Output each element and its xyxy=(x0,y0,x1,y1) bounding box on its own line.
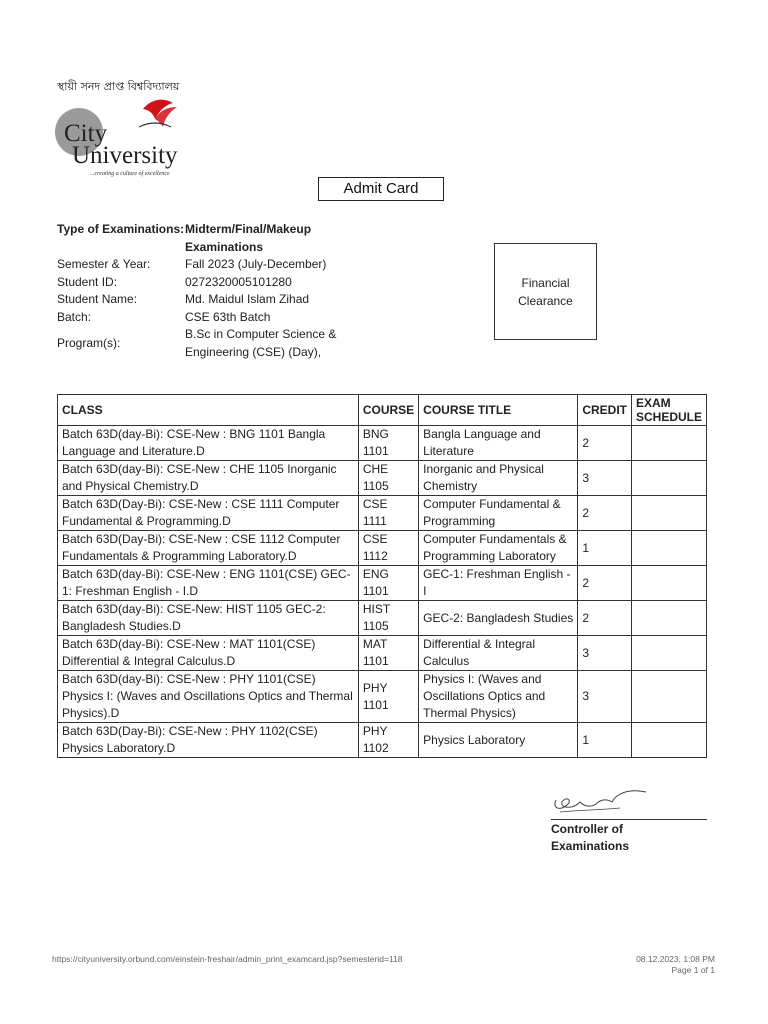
table-row xyxy=(58,531,707,566)
table-row xyxy=(58,636,707,671)
cell-class: Batch 63D(day-Bi): CSE-New : BNG 1101 Bangla Language and Literature.D xyxy=(58,426,359,461)
table-row xyxy=(58,566,707,601)
cell-credit: 1 xyxy=(578,531,632,566)
info-row-student-id xyxy=(57,274,355,292)
info-label: Semester & Year: xyxy=(57,257,151,271)
cell-class: Batch 63D(day-Bi): CSE-New : PHY 1101(CSE) Physics I: (Waves and Oscillations Optics and Thermal Physics).D xyxy=(58,671,359,723)
cell-course: PHY 1101 xyxy=(358,671,418,723)
info-value: Fall 2023 (July-December) xyxy=(185,257,327,271)
cell-exam-schedule xyxy=(632,461,707,496)
header-course: COURSE xyxy=(358,395,418,426)
cell-class: Batch 63D(day-Bi): CSE-New : CHE 1105 Inorganic and Physical Chemistry.D xyxy=(58,461,359,496)
footer-page-number: Page 1 of 1 xyxy=(671,965,715,975)
info-label: Batch: xyxy=(57,309,92,324)
footer-datetime: 08.12.2023, 1:08 PM xyxy=(636,954,715,964)
header-exam-schedule: EXAM SCHEDULE xyxy=(632,395,707,426)
info-value: B.Sc in Computer Science & Engineering (CSE) (Day), xyxy=(185,327,337,359)
cell-exam-schedule xyxy=(632,601,707,636)
info-row-exam-type xyxy=(57,221,355,256)
logo-word-university: University xyxy=(72,142,178,169)
cell-course: CHE 1105 xyxy=(358,461,418,496)
footer-url: https://cityuniversity.orbund.com/einstein-freshair/admin_print_examcard.jsp?semesterid=118 xyxy=(52,954,403,964)
cell-exam-schedule xyxy=(632,531,707,566)
cell-course-title: Differential & Integral Calculus xyxy=(419,636,578,671)
cell-course-title: Bangla Language and Literature xyxy=(419,426,578,461)
cell-class: Batch 63D(Day-Bi): CSE-New : PHY 1102(CSE) Physics Laboratory.D xyxy=(58,723,359,758)
student-info xyxy=(57,221,355,361)
cell-credit: 3 xyxy=(578,636,632,671)
signature-line xyxy=(551,819,707,820)
cell-exam-schedule xyxy=(632,496,707,531)
cell-exam-schedule xyxy=(632,426,707,461)
info-value: Midterm/Final/Makeup Examinations xyxy=(185,222,312,254)
controller-of-examinations-label: Controller of Examinations xyxy=(551,822,630,853)
cell-course-title: Inorganic and Physical Chemistry xyxy=(419,461,578,496)
cell-course-title: Physics I: (Waves and Oscillations Optics and Thermal Physics) xyxy=(419,671,578,723)
cell-class: Batch 63D(day-Bi): CSE-New: HIST 1105 GEC-2: Bangladesh Studies.D xyxy=(58,601,359,636)
cell-credit: 2 xyxy=(578,496,632,531)
cell-course-title: GEC-1: Freshman English - I xyxy=(419,566,578,601)
cell-exam-schedule xyxy=(632,723,707,758)
cell-course-title: Computer Fundamental & Programming xyxy=(419,496,578,531)
cell-course-title: Physics Laboratory xyxy=(419,723,578,758)
cell-credit: 1 xyxy=(578,723,632,758)
table-row xyxy=(58,601,707,636)
cell-course-title: Computer Fundamentals & Programming Laboratory xyxy=(419,531,578,566)
cell-exam-schedule xyxy=(632,566,707,601)
table-row xyxy=(58,426,707,461)
cell-credit: 3 xyxy=(578,461,632,496)
info-value: 0272320005101280 xyxy=(185,274,292,289)
info-row-program xyxy=(57,326,355,361)
footer-meta xyxy=(636,954,715,976)
cell-class: Batch 63D(day-Bi): CSE-New : MAT 1101(CSE) Differential & Integral Calculus.D xyxy=(58,636,359,671)
info-row-semester xyxy=(57,256,355,274)
header-course-title: COURSE TITLE xyxy=(419,395,578,426)
table-row xyxy=(58,723,707,758)
table-row xyxy=(58,496,707,531)
logo-tagline: ...creating a culture of excellence xyxy=(90,171,170,177)
cell-course: MAT 1101 xyxy=(358,636,418,671)
financial-clearance-box xyxy=(494,243,597,340)
cell-exam-schedule xyxy=(632,671,707,723)
city-university-logo xyxy=(55,93,205,179)
cell-course-title: GEC-2: Bangladesh Studies xyxy=(419,601,578,636)
cell-course: ENG 1101 xyxy=(358,566,418,601)
table-row xyxy=(58,671,707,723)
info-value: CSE 63th Batch xyxy=(185,309,271,324)
cell-class: Batch 63D(Day-Bi): CSE-New : CSE 1112 Computer Fundamentals & Programming Laboratory.D xyxy=(58,531,359,566)
info-label: Program(s): xyxy=(57,335,121,350)
logo-word-city: City xyxy=(64,120,108,147)
cell-class: Batch 63D(Day-Bi): CSE-New : CSE 1111 Computer Fundamental & Programming.D xyxy=(58,496,359,531)
admit-card-title: Admit Card xyxy=(318,177,444,201)
cell-course: CSE 1111 xyxy=(358,496,418,531)
university-motto: স্থায়ী সনদ প্রাপ্ত বিশ্ববিদ্যালয় xyxy=(57,80,180,93)
cell-course: CSE 1112 xyxy=(358,531,418,566)
course-table xyxy=(57,394,707,758)
table-row xyxy=(58,461,707,496)
info-row-batch xyxy=(57,309,355,327)
cell-class: Batch 63D(day-Bi): CSE-New : ENG 1101(CSE) GEC-1: Freshman English - I.D xyxy=(58,566,359,601)
controller-signature xyxy=(550,788,650,820)
cell-course: BNG 1101 xyxy=(358,426,418,461)
cell-credit: 2 xyxy=(578,426,632,461)
info-value: Md. Maidul Islam Zihad xyxy=(185,292,310,306)
cell-course: PHY 1102 xyxy=(358,723,418,758)
table-header-row xyxy=(58,395,707,426)
cell-credit: 2 xyxy=(578,601,632,636)
cell-exam-schedule xyxy=(632,636,707,671)
header-credit: CREDIT xyxy=(578,395,632,426)
info-label: Type of Examinations: xyxy=(57,222,185,236)
info-row-student-name xyxy=(57,291,355,309)
cell-credit: 3 xyxy=(578,671,632,723)
info-label: Student ID: xyxy=(57,274,118,289)
financial-clearance-label: Financial Clearance xyxy=(518,275,573,308)
header-class: CLASS xyxy=(58,395,359,426)
info-label: Student Name: xyxy=(57,292,138,306)
cell-course: HIST 1105 xyxy=(358,601,418,636)
cell-credit: 2 xyxy=(578,566,632,601)
